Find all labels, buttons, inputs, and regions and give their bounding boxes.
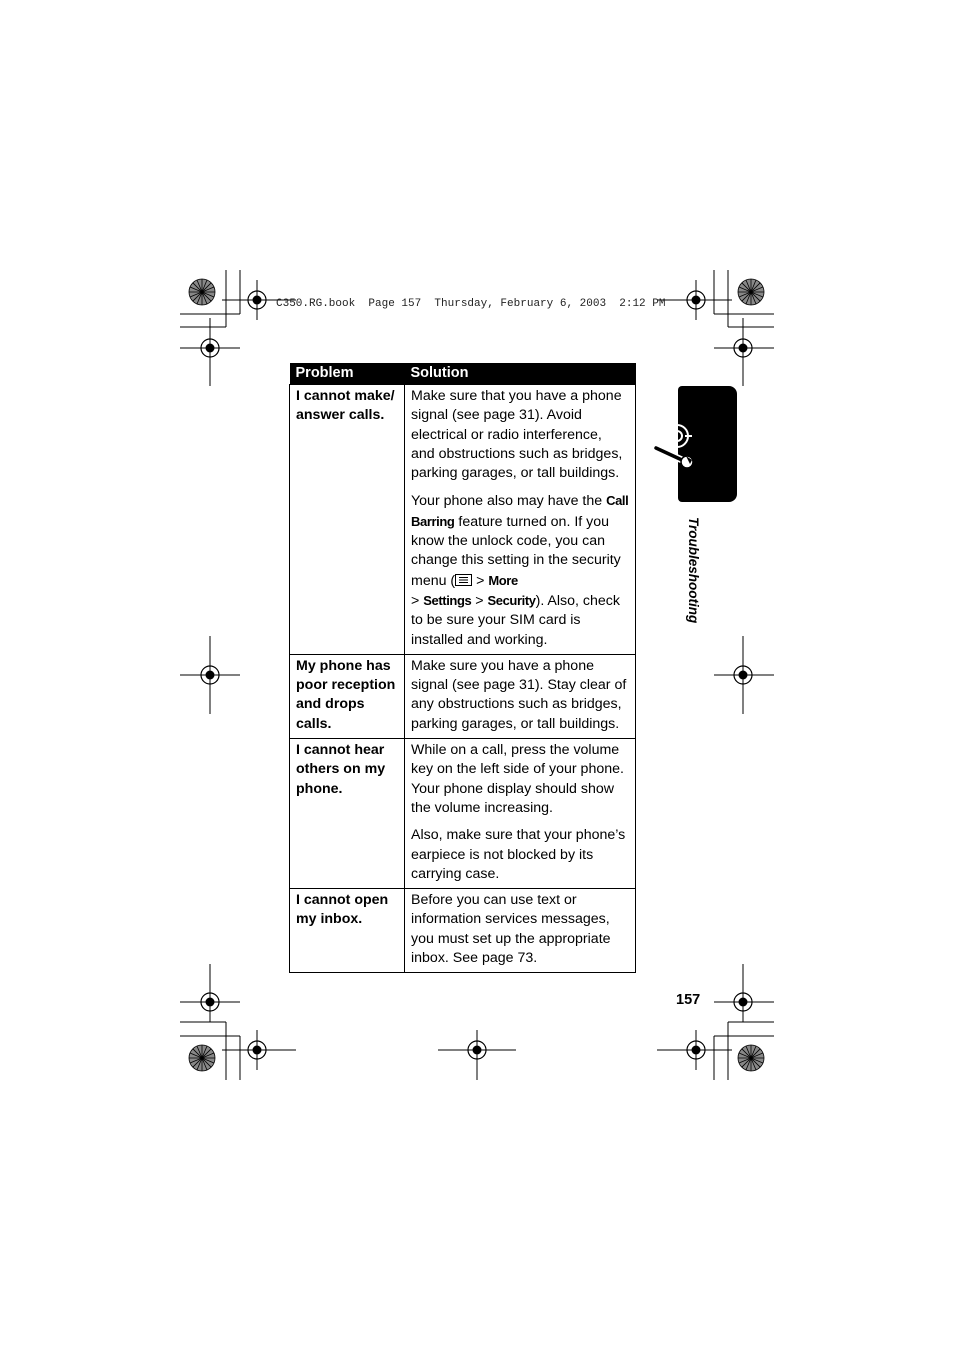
solution-paragraph: Before you can use text or information services messages, you must set up the appropriate inbox. See page 73. [411, 892, 611, 967]
print-header: C350.RG.book Page 157 Thursday, February 6, 2003 2:12 PM [276, 298, 666, 310]
column-header-solution: Solution [405, 363, 636, 385]
table-row [290, 654, 636, 738]
star-target-bottom-left [189, 1045, 215, 1071]
text-run: Your phone also may have the [411, 493, 607, 510]
solution-paragraph: Make sure that you have a phone signal (see page 31). Avoid electrical or radio interference, and obstructions such as bridges, parking garages, or tall buildings. [411, 388, 623, 482]
troubleshooting-table [289, 363, 636, 973]
solution-cell [405, 654, 636, 738]
text-run: ). Also, check to be sure your SIM card is installed and working. [411, 592, 620, 648]
menu-key-icon [455, 574, 472, 586]
problem-cell: My phone has poor reception and drops calls. [290, 654, 405, 738]
table-row [290, 385, 636, 655]
problem-cell: I cannot hear others on my phone. [290, 739, 405, 889]
page-number: 157 [676, 992, 701, 1008]
problem-cell: I cannot open my inbox. [290, 889, 405, 973]
solution-paragraph: Make sure you have a phone signal (see page 31). Stay clear of any obstructions such as bridges, parking garages, or tall buildings. [411, 657, 627, 732]
text-run: feature turned on. If you know the unlock code, you can change this setting in the security menu ( [411, 513, 621, 589]
table-row [290, 889, 636, 973]
solution-cell [405, 385, 636, 655]
star-target-bottom-right [738, 1045, 764, 1071]
solution-paragraph: While on a call, press the volume key on the left side of your phone. Your phone display should show the volume increasing. [411, 742, 624, 816]
solution-cell [405, 739, 636, 889]
problem-cell: I cannot make/ answer calls. [290, 385, 405, 655]
column-header-problem: Problem [290, 363, 405, 385]
menu-term-security: Security [487, 592, 536, 608]
section-label: Troubleshooting [686, 517, 701, 624]
solution-cell [405, 889, 636, 973]
table-header-row [290, 363, 636, 385]
star-target-top-right [738, 279, 764, 305]
text-run: > [411, 592, 424, 609]
table-row [290, 739, 636, 889]
star-target-top-left [189, 279, 215, 305]
menu-term-call-barring: Call Barring [411, 493, 629, 529]
menu-term-settings: Settings [423, 592, 472, 608]
solution-paragraph [411, 491, 629, 649]
solution-paragraph: Also, make sure that your phone’s earpiece is not blocked by its carrying case. [411, 827, 626, 882]
text-run: > [471, 592, 488, 609]
troubleshooting-wrench-target-icon [650, 420, 706, 472]
text-run: > [472, 572, 489, 589]
menu-term-more: More [488, 572, 518, 588]
